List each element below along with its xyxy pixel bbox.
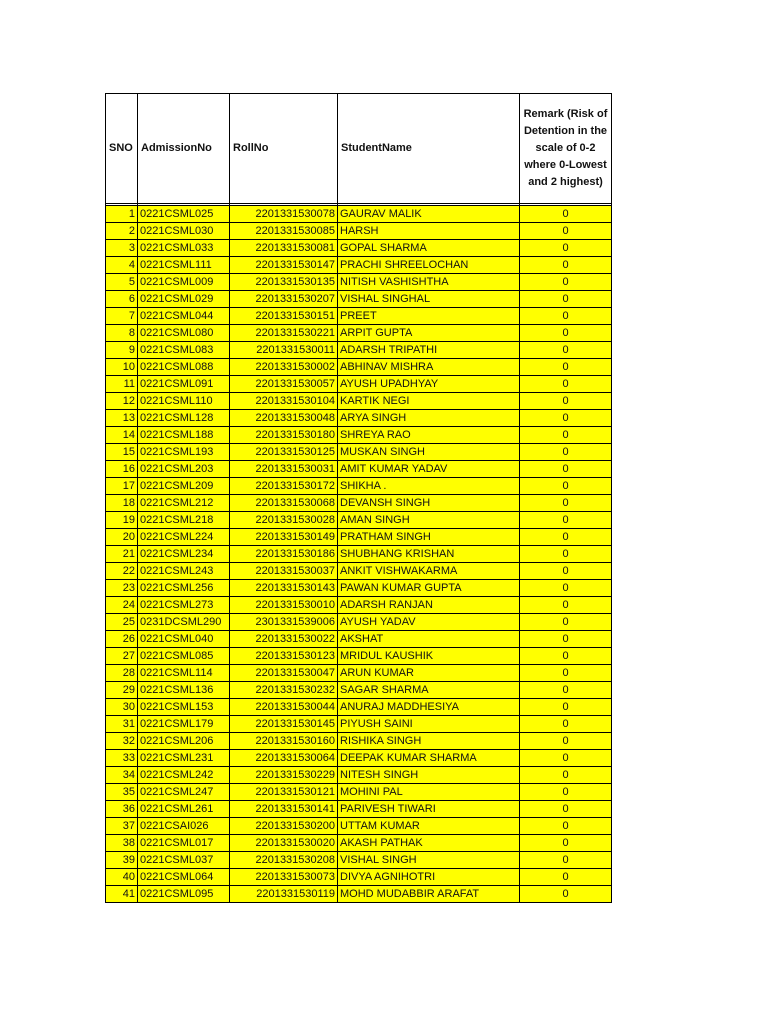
table-header [106,94,612,204]
cell-student-name: GOPAL SHARMA [338,240,520,257]
cell-admission-no: 0221CSML110 [138,393,230,410]
table-row [106,240,612,257]
cell-admission-no: 0221CSML083 [138,342,230,359]
cell-sno: 34 [106,767,138,784]
cell-remark: 0 [520,716,612,733]
cell-student-name: PREET [338,308,520,325]
cell-sno: 3 [106,240,138,257]
cell-remark: 0 [520,597,612,614]
header-roll-no: RollNo [230,94,338,204]
cell-roll-no: 2201331530135 [230,274,338,291]
cell-roll-no: 2201331530229 [230,767,338,784]
cell-student-name: SHIKHA . [338,478,520,495]
table-row [106,699,612,716]
cell-roll-no: 2201331530037 [230,563,338,580]
table-row [106,325,612,342]
cell-student-name: ARYA SINGH [338,410,520,427]
cell-remark: 0 [520,512,612,529]
cell-remark: 0 [520,461,612,478]
cell-roll-no: 2201331530207 [230,291,338,308]
cell-student-name: MOHD MUDABBIR ARAFAT [338,886,520,903]
cell-roll-no: 2201331530104 [230,393,338,410]
cell-admission-no: 0221CSAI026 [138,818,230,835]
cell-student-name: AKASH PATHAK [338,835,520,852]
cell-roll-no: 2201331530180 [230,427,338,444]
cell-sno: 21 [106,546,138,563]
cell-remark: 0 [520,733,612,750]
cell-roll-no: 2201331530078 [230,206,338,223]
cell-sno: 23 [106,580,138,597]
table-row [106,427,612,444]
cell-remark: 0 [520,614,612,631]
cell-sno: 7 [106,308,138,325]
cell-roll-no: 2201331530044 [230,699,338,716]
cell-sno: 38 [106,835,138,852]
cell-student-name: SHREYA RAO [338,427,520,444]
cell-student-name: ABHINAV MISHRA [338,359,520,376]
cell-roll-no: 2201331530081 [230,240,338,257]
cell-remark: 0 [520,206,612,223]
cell-admission-no: 0221CSML030 [138,223,230,240]
cell-admission-no: 0221CSML231 [138,750,230,767]
cell-student-name: VISHAL SINGH [338,852,520,869]
header-remark: Remark (Risk of Detention in the scale of 0-2 where 0-Lowest and 2 highest) [520,94,612,204]
cell-roll-no: 2201331530048 [230,410,338,427]
cell-sno: 37 [106,818,138,835]
cell-student-name: ANURAJ MADDHESIYA [338,699,520,716]
cell-sno: 36 [106,801,138,818]
header-student-name: StudentName [338,94,520,204]
cell-admission-no: 0221CSML029 [138,291,230,308]
cell-sno: 19 [106,512,138,529]
cell-remark: 0 [520,631,612,648]
cell-sno: 35 [106,784,138,801]
table-row [106,733,612,750]
cell-roll-no: 2201331530123 [230,648,338,665]
cell-remark: 0 [520,546,612,563]
cell-admission-no: 0221CSML037 [138,852,230,869]
cell-remark: 0 [520,478,612,495]
cell-student-name: DIVYA AGNIHOTRI [338,869,520,886]
table-row [106,665,612,682]
cell-roll-no: 2201331530232 [230,682,338,699]
cell-remark: 0 [520,835,612,852]
table-row [106,648,612,665]
table-row [106,223,612,240]
table-row [106,410,612,427]
cell-student-name: NITISH VASHISHTHA [338,274,520,291]
table-row [106,563,612,580]
cell-sno: 11 [106,376,138,393]
table-row [106,784,612,801]
cell-remark: 0 [520,699,612,716]
cell-student-name: ADARSH RANJAN [338,597,520,614]
cell-admission-no: 0221CSML234 [138,546,230,563]
cell-admission-no: 0221CSML188 [138,427,230,444]
cell-roll-no: 2201331530085 [230,223,338,240]
table-row [106,342,612,359]
table-row [106,631,612,648]
cell-admission-no: 0221CSML273 [138,597,230,614]
cell-student-name: AYUSH YADAV [338,614,520,631]
cell-remark: 0 [520,444,612,461]
cell-remark: 0 [520,427,612,444]
cell-sno: 25 [106,614,138,631]
cell-student-name: MRIDUL KAUSHIK [338,648,520,665]
cell-student-name: PRATHAM SINGH [338,529,520,546]
table-row [106,750,612,767]
cell-remark: 0 [520,342,612,359]
cell-remark: 0 [520,801,612,818]
cell-remark: 0 [520,257,612,274]
table-row [106,291,612,308]
cell-admission-no: 0221CSML085 [138,648,230,665]
cell-admission-no: 0221CSML209 [138,478,230,495]
cell-student-name: DEEPAK KUMAR SHARMA [338,750,520,767]
cell-student-name: RISHIKA SINGH [338,733,520,750]
cell-sno: 13 [106,410,138,427]
cell-student-name: ARUN KUMAR [338,665,520,682]
table-row [106,886,612,903]
cell-roll-no: 2201331530010 [230,597,338,614]
cell-sno: 40 [106,869,138,886]
cell-remark: 0 [520,869,612,886]
cell-student-name: PAWAN KUMAR GUPTA [338,580,520,597]
table-row [106,597,612,614]
table-row [106,461,612,478]
student-risk-table [105,93,612,903]
cell-admission-no: 0221CSML256 [138,580,230,597]
cell-sno: 26 [106,631,138,648]
cell-remark: 0 [520,410,612,427]
table-row [106,614,612,631]
cell-roll-no: 2201331530002 [230,359,338,376]
cell-sno: 4 [106,257,138,274]
cell-admission-no: 0221CSML033 [138,240,230,257]
table-row [106,801,612,818]
cell-roll-no: 2201331530068 [230,495,338,512]
cell-remark: 0 [520,750,612,767]
cell-roll-no: 2201331530143 [230,580,338,597]
cell-sno: 33 [106,750,138,767]
cell-student-name: DEVANSH SINGH [338,495,520,512]
cell-admission-no: 0221CSML040 [138,631,230,648]
cell-admission-no: 0231DCSML290 [138,614,230,631]
cell-admission-no: 0221CSML261 [138,801,230,818]
cell-roll-no: 2201331530200 [230,818,338,835]
table-row [106,393,612,410]
table-row [106,512,612,529]
cell-admission-no: 0221CSML044 [138,308,230,325]
cell-admission-no: 0221CSML111 [138,257,230,274]
cell-admission-no: 0221CSML025 [138,206,230,223]
cell-sno: 10 [106,359,138,376]
cell-sno: 20 [106,529,138,546]
table-row [106,257,612,274]
cell-remark: 0 [520,665,612,682]
cell-remark: 0 [520,852,612,869]
cell-roll-no: 2201331530047 [230,665,338,682]
cell-sno: 5 [106,274,138,291]
cell-student-name: KARTIK NEGI [338,393,520,410]
cell-roll-no: 2301331539006 [230,614,338,631]
cell-roll-no: 2201331530172 [230,478,338,495]
cell-roll-no: 2201331530064 [230,750,338,767]
cell-sno: 22 [106,563,138,580]
cell-admission-no: 0221CSML212 [138,495,230,512]
cell-roll-no: 2201331530147 [230,257,338,274]
cell-admission-no: 0221CSML153 [138,699,230,716]
table-body [106,204,612,903]
table-row [106,444,612,461]
cell-student-name: ADARSH TRIPATHI [338,342,520,359]
cell-remark: 0 [520,393,612,410]
table-row [106,274,612,291]
cell-admission-no: 0221CSML064 [138,869,230,886]
cell-student-name: SHUBHANG KRISHAN [338,546,520,563]
cell-admission-no: 0221CSML203 [138,461,230,478]
table-row [106,359,612,376]
cell-admission-no: 0221CSML136 [138,682,230,699]
cell-admission-no: 0221CSML091 [138,376,230,393]
cell-remark: 0 [520,682,612,699]
cell-student-name: ARPIT GUPTA [338,325,520,342]
cell-remark: 0 [520,240,612,257]
cell-remark: 0 [520,274,612,291]
cell-admission-no: 0221CSML243 [138,563,230,580]
cell-remark: 0 [520,325,612,342]
table-row [106,308,612,325]
cell-sno: 30 [106,699,138,716]
cell-remark: 0 [520,767,612,784]
cell-sno: 39 [106,852,138,869]
cell-roll-no: 2201331530149 [230,529,338,546]
cell-student-name: ANKIT VISHWAKARMA [338,563,520,580]
header-row [106,94,612,204]
cell-roll-no: 2201331530011 [230,342,338,359]
cell-admission-no: 0221CSML088 [138,359,230,376]
cell-roll-no: 2201331530028 [230,512,338,529]
cell-roll-no: 2201331530022 [230,631,338,648]
table-row [106,716,612,733]
cell-roll-no: 2201331530057 [230,376,338,393]
cell-remark: 0 [520,291,612,308]
cell-admission-no: 0221CSML080 [138,325,230,342]
cell-roll-no: 2201331530151 [230,308,338,325]
cell-sno: 24 [106,597,138,614]
cell-roll-no: 2201331530186 [230,546,338,563]
cell-sno: 32 [106,733,138,750]
table-row [106,767,612,784]
cell-roll-no: 2201331530020 [230,835,338,852]
cell-admission-no: 0221CSML247 [138,784,230,801]
table-row [106,495,612,512]
cell-student-name: NITESH SINGH [338,767,520,784]
table-row [106,206,612,223]
cell-admission-no: 0221CSML218 [138,512,230,529]
cell-student-name: PRACHI SHREELOCHAN [338,257,520,274]
table-row [106,546,612,563]
cell-roll-no: 2201331530125 [230,444,338,461]
cell-admission-no: 0221CSML128 [138,410,230,427]
cell-roll-no: 2201331530121 [230,784,338,801]
table-row [106,835,612,852]
cell-remark: 0 [520,376,612,393]
cell-roll-no: 2201331530031 [230,461,338,478]
cell-roll-no: 2201331530221 [230,325,338,342]
cell-sno: 8 [106,325,138,342]
cell-admission-no: 0221CSML224 [138,529,230,546]
cell-admission-no: 0221CSML114 [138,665,230,682]
cell-sno: 2 [106,223,138,240]
table-row [106,852,612,869]
cell-sno: 9 [106,342,138,359]
cell-admission-no: 0221CSML206 [138,733,230,750]
cell-student-name: AYUSH UPADHYAY [338,376,520,393]
table-row [106,818,612,835]
cell-sno: 15 [106,444,138,461]
cell-remark: 0 [520,529,612,546]
cell-roll-no: 2201331530119 [230,886,338,903]
cell-remark: 0 [520,495,612,512]
header-sno: SNO [106,94,138,204]
cell-sno: 17 [106,478,138,495]
cell-student-name: SAGAR SHARMA [338,682,520,699]
cell-roll-no: 2201331530145 [230,716,338,733]
cell-student-name: AMAN SINGH [338,512,520,529]
cell-remark: 0 [520,308,612,325]
cell-remark: 0 [520,648,612,665]
cell-student-name: PIYUSH SAINI [338,716,520,733]
cell-remark: 0 [520,886,612,903]
table-row [106,529,612,546]
header-admission-no: AdmissionNo [138,94,230,204]
cell-roll-no: 2201331530073 [230,869,338,886]
cell-student-name: PARIVESH TIWARI [338,801,520,818]
cell-student-name: MUSKAN SINGH [338,444,520,461]
cell-remark: 0 [520,359,612,376]
cell-admission-no: 0221CSML095 [138,886,230,903]
cell-student-name: UTTAM KUMAR [338,818,520,835]
cell-admission-no: 0221CSML017 [138,835,230,852]
cell-sno: 18 [106,495,138,512]
cell-admission-no: 0221CSML179 [138,716,230,733]
table-row [106,580,612,597]
cell-remark: 0 [520,223,612,240]
cell-admission-no: 0221CSML009 [138,274,230,291]
cell-sno: 16 [106,461,138,478]
cell-remark: 0 [520,580,612,597]
cell-roll-no: 2201331530141 [230,801,338,818]
cell-sno: 12 [106,393,138,410]
cell-sno: 6 [106,291,138,308]
cell-sno: 41 [106,886,138,903]
cell-sno: 28 [106,665,138,682]
cell-student-name: AMIT KUMAR YADAV [338,461,520,478]
cell-sno: 27 [106,648,138,665]
table-row [106,478,612,495]
table-row [106,682,612,699]
cell-roll-no: 2201331530208 [230,852,338,869]
cell-sno: 29 [106,682,138,699]
table-row [106,869,612,886]
cell-admission-no: 0221CSML242 [138,767,230,784]
cell-student-name: HARSH [338,223,520,240]
cell-student-name: MOHINI PAL [338,784,520,801]
cell-student-name: AKSHAT [338,631,520,648]
cell-student-name: VISHAL SINGHAL [338,291,520,308]
cell-sno: 31 [106,716,138,733]
cell-sno: 1 [106,206,138,223]
cell-remark: 0 [520,784,612,801]
cell-admission-no: 0221CSML193 [138,444,230,461]
cell-student-name: GAURAV MALIK [338,206,520,223]
cell-remark: 0 [520,563,612,580]
cell-roll-no: 2201331530160 [230,733,338,750]
cell-sno: 14 [106,427,138,444]
cell-remark: 0 [520,818,612,835]
table-row [106,376,612,393]
